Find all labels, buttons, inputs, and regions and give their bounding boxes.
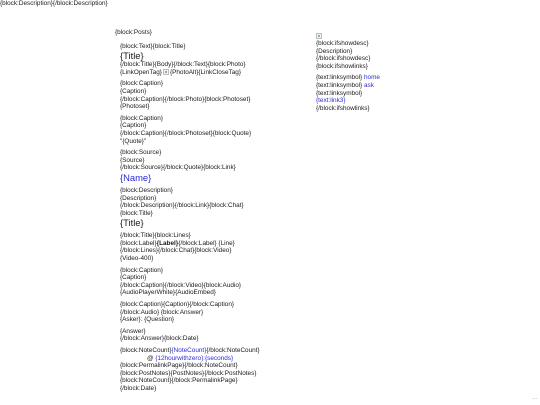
text-post-title: {Title} xyxy=(120,50,144,62)
sidebar-description: {Description} xyxy=(316,47,353,55)
question-line: {Asker}: {Question} xyxy=(120,316,175,324)
chat-line: {/block:Title}{block:Lines} xyxy=(120,232,191,240)
corner-ellipsis: ... xyxy=(531,395,537,402)
chat-line: {/block:Lines}{/block:Chat}{block:Video} xyxy=(120,247,232,255)
answer-line: {/block:Audio} {block:Answer} xyxy=(120,308,204,316)
caption-line: {Caption} xyxy=(120,274,147,282)
video-caption-block xyxy=(115,267,285,297)
sidebar-link-ask[interactable] xyxy=(316,82,426,90)
sidebar xyxy=(316,33,426,116)
caption-line: {/block:Caption}{/block:Photo}{block:Photoset} xyxy=(120,95,251,103)
text-post-line: {/block:Title}{Body}{/block:Text}{block:Photo} xyxy=(120,61,246,69)
photo-link-line xyxy=(120,69,285,77)
text-post-line: {block:Text}{block:Title} xyxy=(120,42,186,50)
sidebar-links-group xyxy=(316,74,426,112)
link-open-tag: {LinkOpenTag} xyxy=(120,68,162,76)
chat-lines-block xyxy=(115,232,285,262)
notes-line: {block:PostNotes}{PostNotes}{/block:PostNotes} xyxy=(120,369,257,377)
sidebar-line: {block:ifshowdesc} xyxy=(316,40,369,47)
audio-caption-block xyxy=(115,301,285,324)
photo-caption-block xyxy=(115,80,285,110)
source-line: {Source} xyxy=(120,156,145,164)
caption-line: {/block:Caption}{/block:Video}{block:Audio} xyxy=(120,281,242,289)
notes-line: {/block:Date} xyxy=(120,384,157,392)
notecount-link[interactable]: {NoteCount} xyxy=(171,347,207,354)
label-block-open: {block:Label} xyxy=(120,239,157,247)
caption-line: {block:Caption} xyxy=(120,80,163,88)
source-line: {block:Source} xyxy=(120,149,162,157)
quote-text: "{Quote}" xyxy=(120,137,147,145)
chat-label: {Label} xyxy=(156,239,179,247)
notecount-line xyxy=(120,347,285,355)
link-symbol-line: {text:linksymbol} xyxy=(316,89,363,97)
top-description: {block:Description}{/block:Description} xyxy=(0,0,108,7)
caption-line: {block:Caption} xyxy=(120,114,163,122)
at-symbol: @ xyxy=(147,354,156,362)
date-notes-block xyxy=(115,347,285,393)
sidebar-line: {/block:ifshowdesc} xyxy=(316,55,371,63)
audio-embed: {AudioPlayerWhite}{AudioEmbed} xyxy=(120,289,216,297)
ask-link[interactable]: ask xyxy=(363,81,374,89)
timestamp-line xyxy=(120,355,285,363)
avatar-broken-image-icon xyxy=(316,33,322,39)
caption-line: {Caption} xyxy=(120,122,147,130)
posts-column xyxy=(115,29,285,397)
description-line: {block:Title} xyxy=(120,209,153,217)
chat-title: {Title} xyxy=(120,217,144,229)
notecount-open: {block:NoteCount} xyxy=(120,347,172,354)
answer-text: {Answer} xyxy=(120,327,146,335)
sidebar-line: {block:ifshowlinks} xyxy=(316,62,368,70)
link3-link[interactable]: {text:link3} xyxy=(316,97,346,105)
text-post xyxy=(115,43,285,77)
description-line: {/block:Description}{/block:Link}{block:Chat} xyxy=(120,202,244,210)
sidebar-description-group xyxy=(316,40,426,70)
photo-alt: {PhotoAlt}{LinkCloseTag} xyxy=(169,68,241,76)
timestamp-link[interactable]: {12hourwithzero}:{seconds} xyxy=(155,354,234,362)
source-line: {/block:Source}{/block:Quote}{block:Link} xyxy=(120,164,236,172)
sidebar-line: {/block:ifshowlinks} xyxy=(316,104,370,112)
notes-line: {block:PermalinkPage}{/block:NoteCount} xyxy=(120,362,238,370)
caption-line: {/block:Caption}{/block:Photoset}{block:Quote} xyxy=(120,129,252,137)
broken-image-icon xyxy=(163,69,169,75)
answer-line: {/block:Answer}{block:Date} xyxy=(120,335,199,343)
caption-line: {block:Caption}{Caption}{/block:Caption} xyxy=(120,301,235,309)
notes-line: {block:NoteCount}{/block:PermalinkPage} xyxy=(120,377,238,385)
caption-line: {Photoset} xyxy=(120,103,150,111)
quote-source-block xyxy=(115,149,285,183)
caption-line: {block:Caption} xyxy=(120,266,163,274)
home-link[interactable]: home xyxy=(363,74,380,82)
video-embed: {Video-400} xyxy=(120,255,154,263)
link-description-block xyxy=(115,187,285,228)
sidebar-link-home[interactable] xyxy=(316,74,426,82)
description-line: {block:Description} xyxy=(120,186,173,194)
photoset-caption-block xyxy=(115,115,285,145)
notecount-close: {/block:NoteCount} xyxy=(206,347,260,354)
posts-block-open: {block:Posts} xyxy=(115,29,152,36)
link-symbol: {text:linksymbol} xyxy=(316,74,363,82)
label-block-close: {/block:Label} {Line} xyxy=(178,239,235,247)
answer-block xyxy=(115,328,285,343)
chat-label-line xyxy=(120,240,285,248)
caption-line: {Caption} xyxy=(120,87,147,95)
description-line: {Description} xyxy=(120,194,157,202)
link-symbol: {text:linksymbol} xyxy=(316,81,363,89)
link-name[interactable]: {Name} xyxy=(120,171,152,183)
